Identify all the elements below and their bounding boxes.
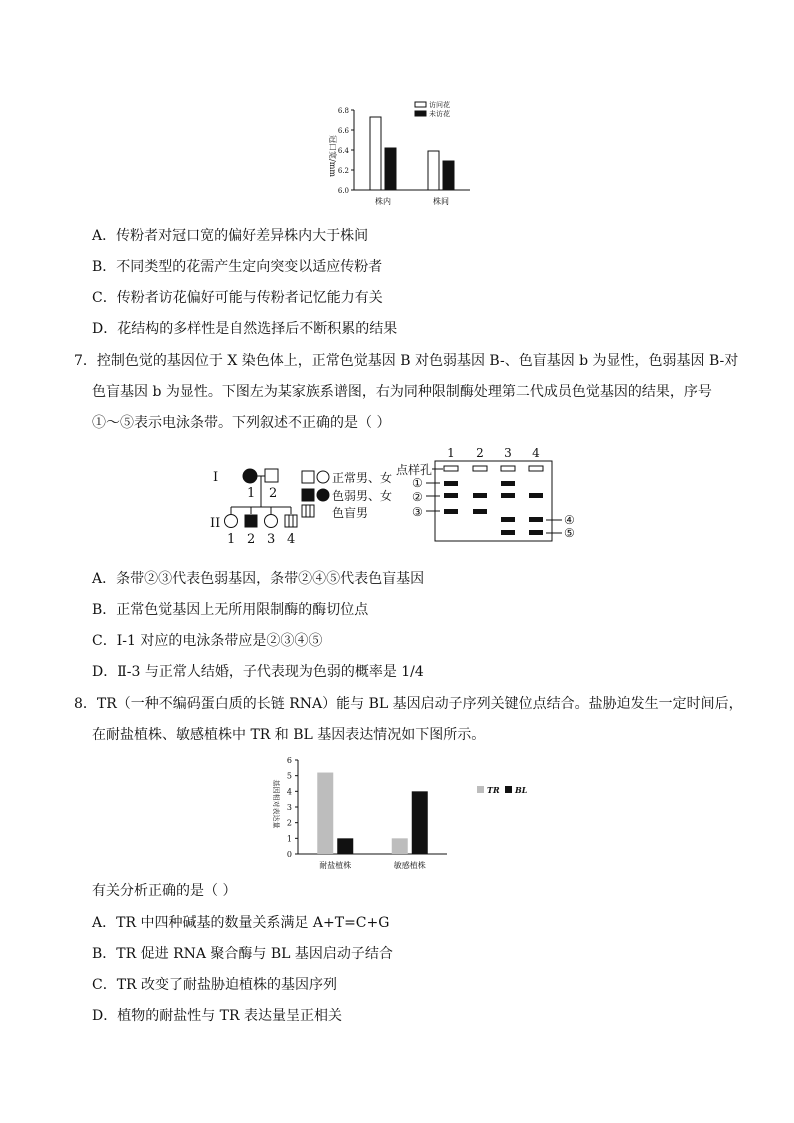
gen2-num-4: 4 [287,532,296,545]
q7-stem-line-3: ①～⑤表示电泳条带。下列叙述不正确的是（ ） [92,415,391,431]
chart1-bar [385,148,396,190]
q7-option-a: A．条带②③代表色弱基因，条带②④⑤代表色盲基因 [92,571,425,587]
chart2-y-tick-label: 2 [286,818,292,828]
legend-normal-female [317,471,329,483]
gen2-num-1: 1 [227,532,236,545]
pedigree-II3-normal-female [265,515,278,528]
lane-1-label: 1 [447,446,455,460]
band-label-4: ④ [564,513,575,527]
chart1-bar [443,161,454,190]
gel-band [444,509,458,514]
chart1-ylabel: 冠口宽/mm [328,135,337,177]
chart1-y-tick-label: 6.0 [337,187,349,195]
pedigree-II1-normal-female [225,515,238,528]
gen1-num-2: 2 [269,486,278,501]
well-1 [444,466,458,471]
chart2-y-tick-label: 4 [286,787,292,797]
chart1-axes [338,107,470,206]
chart1-legend-label: 未访花 [429,110,450,118]
q6-option-b: B．不同类型的花需产生定向突变以适应传粉者 [92,259,383,275]
q8-stem-line-1: 8．TR（一种不编码蛋白质的长链 RNA）能与 BL 基因启动子序列关键位点结合。盐胁迫发生一定时间后， [74,696,743,712]
chart2-y-tick-label: 5 [286,771,292,781]
chart2-ylabel: 基因相对表达量 [272,779,280,829]
gen2-num-3: 3 [267,532,276,545]
chart2-legend [477,785,528,795]
chart1-bar [370,117,381,190]
q6-option-d: D．花结构的多样性是自然选择后不断积累的结果 [92,321,398,337]
chart1-y-tick-label: 6.4 [337,147,349,155]
chart1-x-tick-label: 株间 [433,197,449,206]
legend-blind-male [302,505,314,517]
chart2-x-tick-label: 敏感植株 [393,861,426,870]
q8-option-c: C．TR 改变了耐盐胁迫植株的基因序列 [92,977,338,993]
gel-frame [435,461,552,541]
gel-band [473,509,487,514]
lane-3-label: 3 [504,446,512,460]
band-label-1: ① [412,476,423,490]
chart2-y-tick-label: 0 [286,850,292,859]
chart2-bars [317,773,428,854]
chart2-y-tick-label: 3 [286,803,292,812]
q7-option-d: D．Ⅱ-3 与正常人结婚，子代表现为色弱的概率是 1/4 [92,664,424,680]
gene-expression-chart [262,752,542,874]
chart1-legend-swatch [415,111,426,116]
well-label: 点样孔 [396,463,433,477]
gel-band [529,530,543,535]
chart1-y-tick-label: 6.6 [337,127,349,135]
q7-stem-line-2: 色盲基因 b 为显性。下图左为某家族系谱图，右为同种限制酶处理第二代成员色觉基因的结果，序号 [92,384,712,400]
gel-band [529,493,543,498]
chart1-bars [370,117,454,190]
gen1-num-1: 1 [247,486,256,501]
q7-option-b: B．正常色觉基因上无所用限制酶的酶切位点 [92,602,369,618]
gel-band [501,530,515,535]
legend-normal-male [302,471,314,483]
gel-band [501,493,515,498]
chart1-y-tick-label: 6.2 [337,167,349,175]
band-label-2: ② [412,490,423,504]
chart2-legend-label: BL [515,785,528,795]
q8-stem-line-2: 在耐盐植株、敏感植株中 TR 和 BL 基因表达情况如下图所示。 [92,727,486,743]
corolla-width-chart [320,98,480,218]
well-4 [529,466,543,471]
chart2-y-tick-label: 1 [286,834,292,844]
pedigree-chart [205,440,415,545]
pedigree-II2-weak-male [245,515,257,527]
chart2-bar [337,838,353,854]
chart1-legend-label: 访问花 [429,101,450,109]
gel-band [473,493,487,498]
q7-option-c: C．Ⅰ-1 对应的电泳条带应是②③④⑤ [92,633,323,649]
legend-weak-male [302,489,314,501]
q8-option-d: D．植物的耐盐性与 TR 表达量呈正相关 [92,1008,343,1024]
chart1-y-tick-label: 6.8 [337,107,349,115]
gel-band [501,481,515,486]
well-2 [473,466,487,471]
band-label-3: ③ [412,505,423,519]
chart2-y-tick-label: 6 [286,756,292,765]
chart2-bar [317,773,333,854]
pedigree-I2-normal-male [265,469,278,482]
legend-blind-text: 色盲男 [332,506,369,520]
pedigree-I1-weak-female [243,469,257,483]
gen-1-label: I [213,470,219,485]
chart2-legend-swatch [477,786,484,793]
chart2-legend-label: TR [487,785,500,795]
chart2-bar [392,838,408,854]
chart2-bar [412,791,428,854]
gel-band [529,517,543,522]
well-3 [501,466,515,471]
q6-option-a: A．传粉者对冠口宽的偏好差异株内大于株间 [92,228,369,244]
lane-2-label: 2 [476,446,484,460]
chart2-x-tick-label: 耐盐植株 [319,861,352,870]
chart1-legend-swatch [415,102,426,107]
gel-band [501,517,515,522]
lane-4-label: 4 [532,446,540,460]
gen2-num-2: 2 [247,532,256,545]
legend-weak-female [317,489,329,501]
chart1-legend [415,100,450,118]
gen-2-label: II [210,516,221,531]
gel-band [444,493,458,498]
q8-question: 有关分析正确的是（ ） [92,883,237,899]
q7-stem-line-1: 7．控制色觉的基因位于 X 染色体上，正常色觉基因 B 对色弱基因 B-、色盲基因 b 为显性，色弱基因 B-对 [74,353,739,369]
q8-option-a: A．TR 中四种碱基的数量关系满足 A+T=C+G [92,915,390,931]
q6-option-c: C．传粉者访花偏好可能与传粉者记忆能力有关 [92,290,383,306]
band-label-5: ⑤ [564,526,575,540]
pedigree-II4-blind-male [285,515,297,527]
electrophoresis-gel [392,444,588,544]
gel-band [444,481,458,486]
q8-option-b: B．TR 促进 RNA 聚合酶与 BL 基因启动子结合 [92,946,393,962]
chart1-x-tick-label: 株内 [375,197,391,206]
legend-normal-text: 正常男、女 [332,471,393,485]
chart2-legend-swatch [505,786,512,793]
chart1-bar [428,151,439,190]
legend-weak-text: 色弱男、女 [332,489,393,503]
